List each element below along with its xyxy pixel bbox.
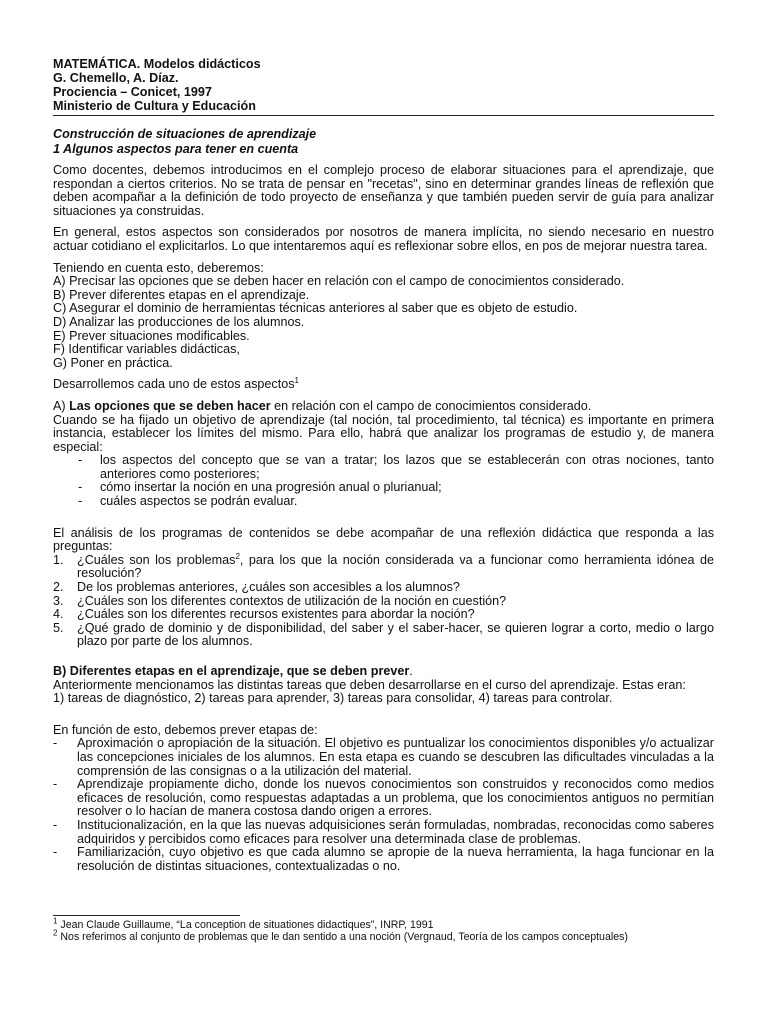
questions-list — [53, 551, 714, 649]
section-subtitle: 1 Algunos aspectos para tener en cuenta — [53, 142, 299, 156]
paragraph-develop — [53, 378, 714, 392]
question-number: 2. — [53, 580, 64, 595]
section-b-body: Anteriormente mencionamos las distintas tareas que deben desarrollarse en el curso del aprendizaje. Estas eran: — [53, 677, 686, 692]
footnote-ref: 2 — [235, 551, 240, 561]
question-text: ¿Cuáles son los diferentes contextos de utilización de la noción en cuestión? — [77, 593, 507, 608]
list-item-text: Institucionalización, en la que las nuevas adquisiciones serán formuladas, nombradas, reconocidas como saberes adquiridos y percibidos como eficaces para resolver una determinada clase de problemas. — [77, 817, 714, 846]
dash-marker: - — [78, 480, 83, 495]
dash-marker: - — [53, 817, 58, 832]
aspect-item: D) Analizar las producciones de los alumnos. — [53, 314, 305, 329]
footnote-number: 2 — [53, 928, 58, 938]
list-item-text: cómo insertar la noción en una progresión anual o plurianual; — [100, 480, 442, 495]
header-divider — [53, 115, 714, 116]
list-item-text: cuáles aspectos se podrán evaluar. — [100, 494, 298, 509]
footnote-text: Jean Claude Guillaume, “La conception de situationes didactiques”, INRP, 1991 — [57, 919, 434, 931]
list-item-text: los aspectos del concepto que se van a tratar; los lazos que se establecerán con otras nociones, tanto anteriores como posteriores; — [100, 453, 714, 481]
question-item — [53, 608, 714, 622]
header-authors: G. Chemello, A. Díaz. — [53, 71, 179, 85]
dash-marker: - — [53, 777, 58, 792]
section-b-title: B) Diferentes etapas en el aprendizaje, que se deben prever — [53, 664, 410, 678]
question-item — [53, 622, 714, 649]
question-number: 1. — [53, 552, 64, 567]
question-text: ¿Qué grado de dominio y de disponibilidad, del saber y el saber-hacer, se quieren lograr a corto, medio o largo plazo por parte de los alumnos. — [77, 620, 714, 649]
aspects-list — [53, 262, 714, 371]
question-number: 3. — [53, 593, 64, 608]
header-title: MATEMÁTICA. Modelos didácticos — [53, 57, 261, 71]
list-item-text: Aprendizaje propiamente dicho, donde los nuevos conocimientos son construidos y reconocidos como medios eficaces de resolución, como respuestas adaptadas a un problema, que los conocimientos antiguos no permitían resolver o lo hacían de manera costosa dando origen a errores. — [77, 777, 714, 819]
section-a-prefix: A) — [53, 398, 70, 413]
list-item — [53, 819, 714, 846]
aspects-intro: Teniendo en cuenta esto, deberemos: — [53, 260, 264, 275]
paragraph-intro: Como docentes, debemos introducimos en el complejo proceso de elaborar situaciones para el aprendizaje, que respondan a ciertos criterios. No se trata de pensar en "recetas", sino en determinar grandes líneas de reflexión que deben acompañar a la definición de todo proyecto de enseñanza y que también pueden servir de guía para analizar situaciones ya construidas. — [53, 163, 714, 218]
list-item — [53, 495, 714, 509]
paragraph-analysis: El análisis de los programas de contenidos se debe acompañar de una reflexión didáctica que responda a las preguntas: — [53, 525, 714, 554]
section-title: Construcción de situaciones de aprendizaje — [53, 127, 317, 141]
footnotes — [53, 915, 714, 943]
question-text: ¿Cuáles son los diferentes recursos existentes para abordar la noción? — [77, 607, 475, 622]
section-a-rest: en relación con el campo de conocimientos considerado. — [270, 398, 592, 413]
list-item — [53, 778, 714, 819]
dash-marker: - — [53, 736, 58, 751]
section-b-title-end: . — [409, 664, 413, 678]
list-item — [53, 737, 714, 778]
header-publisher: Prociencia – Conicet, 1997 — [53, 85, 212, 99]
question-number: 4. — [53, 607, 64, 622]
dash-marker: - — [78, 453, 83, 468]
dash-marker: - — [78, 494, 83, 509]
paragraph-implicit: En general, estos aspectos son considerados por nosotros de manera implícita, no siendo necesario en nuestro actuar cotidiano el explicitarlos. Lo que intentaremos aquí es reflexionar sobre ellos, en pos de mejorar nuestra tarea. — [53, 225, 714, 253]
question-item — [53, 551, 714, 581]
section-a-body: Cuando se ha fijado un objetivo de aprendizaje (tal noción, tal procedimiento, tal técnica) es importante en primera instancia, establecer los límites del mismo. Para ello, habrá que analizar los programas de estudio y, de manera especial: — [53, 412, 714, 454]
question-number: 5. — [53, 620, 64, 635]
list-item — [53, 454, 714, 481]
footnote-2 — [53, 928, 714, 943]
aspect-item: E) Prever situaciones modificables. — [53, 328, 250, 343]
section-b — [53, 665, 714, 873]
section-b-heading — [53, 665, 714, 679]
footnote-number: 1 — [53, 916, 58, 926]
header-ministry: Ministerio de Cultura y Educación — [53, 99, 256, 113]
document-page — [53, 57, 714, 873]
section-a — [53, 400, 714, 509]
section-a-bold: Las opciones que se deben hacer — [69, 398, 271, 413]
footnote-ref: 1 — [294, 376, 299, 386]
stages-list — [53, 737, 714, 873]
develop-text: Desarrollemos cada uno de estos aspectos — [53, 377, 295, 392]
question-text: ¿Cuáles son los problemas — [77, 552, 236, 567]
question-text: De los problemas anteriores, ¿cuáles son accesibles a los alumnos? — [77, 580, 460, 595]
question-item — [53, 581, 714, 595]
list-item-text: Familiarización, cuyo objetivo es que cada alumno se apropie de la nueva herramienta, la haga funcionar en la resolución de distintas situaciones, contextualizadas o no. — [77, 845, 714, 873]
list-item — [53, 846, 714, 873]
question-text-cont: , para los que la noción considerada va a funcionar como herramienta idónea de resolución? — [77, 552, 714, 581]
question-item — [53, 595, 714, 609]
footnote-1 — [53, 916, 714, 931]
aspect-item: F) Identificar variables didácticas, — [53, 342, 240, 357]
section-b-intro: En función de esto, debemos prever etapas de: — [53, 722, 318, 737]
list-item — [53, 481, 714, 495]
aspect-item: G) Poner en práctica. — [53, 355, 173, 370]
section-a-heading — [53, 400, 714, 414]
list-item-text: Aproximación o apropiación de la situación. El objetivo es puntualizar los conocimientos disponibles y/o actualizar las concepciones iniciales de los alumnos. En esta etapa es cuando se descubren las dificultades vinculadas a la comprensión de las consignas o a la utilización del material. — [77, 736, 714, 778]
dash-marker: - — [53, 845, 58, 860]
aspect-item: B) Prever diferentes etapas en el aprendizaje. — [53, 287, 310, 302]
footnote-text: Nos referimos al conjunto de problemas que le dan sentido a una noción (Vergnaud, Teoría de los campos conceptuales) — [57, 931, 628, 943]
footnote-divider — [53, 915, 240, 916]
document-header — [53, 57, 714, 116]
section-b-tasks: 1) tareas de diagnóstico, 2) tareas para aprender, 3) tareas para consolidar, 4) tareas para controlar. — [53, 691, 613, 706]
aspect-item: A) Precisar las opciones que se deben hacer en relación con el campo de conocimientos considerado. — [53, 274, 625, 289]
aspect-item: C) Asegurar el dominio de herramientas técnicas anteriores al saber que es objeto de estudio. — [53, 301, 578, 316]
section-a-bullets — [53, 454, 714, 508]
